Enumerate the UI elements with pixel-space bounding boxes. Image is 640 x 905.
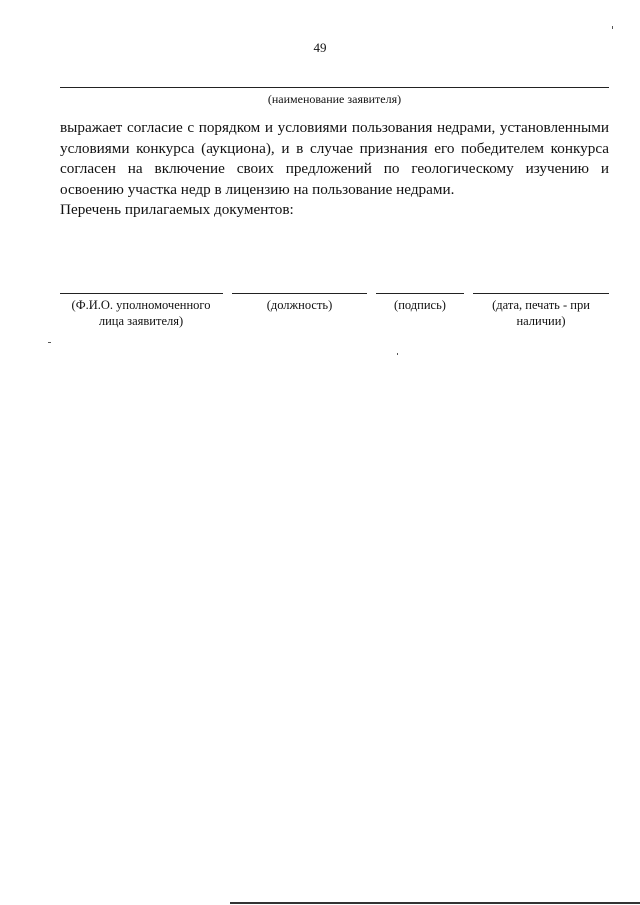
date-label-line2: наличии) — [516, 314, 566, 328]
scan-mark-top-right — [612, 26, 613, 29]
signature-label — [376, 297, 464, 313]
date-signature-label — [470, 297, 612, 329]
scan-mark-left — [48, 342, 51, 343]
signature-label-line1: (подпись) — [394, 298, 446, 312]
attachments-heading: Перечень прилагаемых документов: — [60, 201, 294, 218]
scan-mark-center — [397, 353, 398, 355]
position-label-line1: (должность) — [266, 298, 333, 312]
applicant-name-line — [60, 87, 609, 88]
name-label-line1: (Ф.И.О. уполномоченного — [71, 298, 211, 312]
position-signature-line — [232, 293, 367, 294]
name-signature-line — [60, 293, 223, 294]
date-signature-line — [473, 293, 609, 294]
page-number: 49 — [313, 40, 327, 55]
name-label-line2: лица заявителя) — [98, 314, 184, 328]
name-signature-label — [55, 297, 227, 329]
consent-paragraph: выражает согласие с порядком и условиями пользования недрами, установленными условиями конкурса (аукциона), и в случае признания его победителем конкурса согласен на включение своих предложений по геологическому изучению и освоению участка недр в лицензию на пользование недрами. — [60, 119, 609, 198]
scan-edge-bottom — [230, 902, 640, 904]
applicant-name-caption: (наименование заявителя) — [267, 92, 402, 106]
position-signature-label — [232, 297, 367, 313]
signature-line — [376, 293, 464, 294]
date-label-line1: (дата, печать - при — [492, 298, 590, 312]
